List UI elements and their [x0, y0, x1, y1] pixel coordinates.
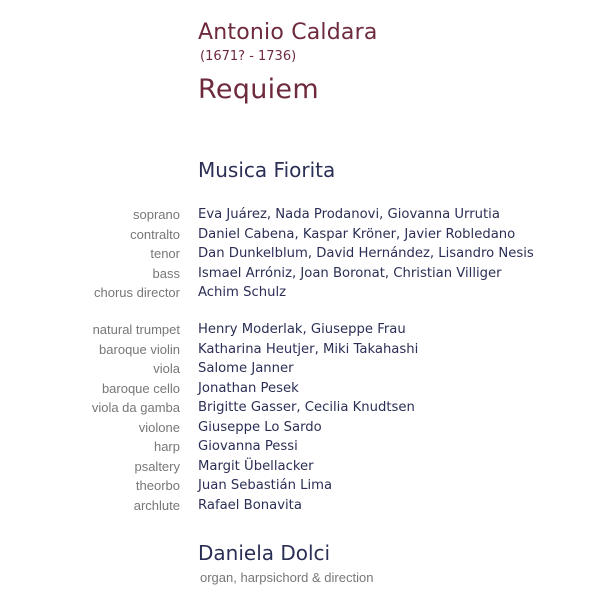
performer-names: Brigitte Gasser, Cecilia Knudtsen — [198, 400, 415, 415]
role-label: bass — [152, 265, 180, 281]
performer-names: Rafael Bonavita — [198, 497, 302, 513]
performer-names: Margit Übellacker — [198, 458, 314, 474]
role-label: viola da gamba — [91, 400, 180, 415]
performer-names: Juan Sebastián Lima — [198, 478, 333, 493]
role-label: soprano — [133, 207, 180, 222]
work-title: Requiem — [198, 74, 319, 105]
instrumentalist-row — [0, 476, 600, 496]
instrumentalist-row — [0, 359, 600, 379]
performer-names: Eva Juárez, Nada Prodanovi, Giovanna Urrutia — [198, 207, 500, 222]
role-label: theorbo — [135, 478, 180, 493]
performer-names: Achim Schulz — [198, 285, 287, 300]
singers-list — [0, 205, 600, 303]
performer-names: Daniel Cabena, Kaspar Kröner, Javier Robledano — [198, 226, 516, 242]
singer-row — [0, 244, 600, 264]
instrumentalist-row — [0, 496, 600, 516]
singer-row — [0, 264, 600, 284]
composer-dates: (1671? - 1736) — [200, 49, 297, 64]
role-label: violone — [138, 419, 180, 435]
performer-names: Henry Moderlak, Giuseppe Frau — [198, 322, 406, 337]
singer-row — [0, 283, 600, 303]
role-label: viola — [153, 361, 180, 376]
instrumentalist-row — [0, 379, 600, 399]
instrumentalist-row — [0, 437, 600, 457]
performer-names: Giovanna Pessi — [198, 439, 298, 454]
role-label: baroque cello — [101, 380, 180, 396]
role-label: tenor — [150, 246, 180, 261]
performer-names: Ismael Arróniz, Joan Boronat, Christian Villiger — [198, 265, 502, 281]
instrumentalist-row — [0, 398, 600, 418]
singer-row — [0, 225, 600, 245]
performer-names: Katharina Heutjer, Miki Takahashi — [198, 341, 419, 357]
singer-row — [0, 205, 600, 225]
performer-names: Giuseppe Lo Sardo — [198, 419, 322, 435]
role-label: archlute — [133, 497, 180, 513]
role-label: baroque violin — [99, 341, 180, 357]
role-label: contralto — [130, 226, 180, 242]
role-label: natural trumpet — [92, 322, 180, 337]
instrumentalist-row — [0, 457, 600, 477]
instrumentalist-row — [0, 418, 600, 438]
instrumentalist-row — [0, 320, 600, 340]
performer-names: Jonathan Pesek — [198, 380, 299, 396]
role-label: harp — [153, 439, 180, 454]
composer-name: Antonio Caldara — [198, 20, 378, 45]
performer-names: Salome Janner — [198, 361, 294, 376]
director-role: organ, harpsichord & direction — [200, 570, 374, 585]
performer-names: Dan Dunkelblum, David Hernández, Lisandro Nesis — [198, 246, 534, 261]
instrumentalist-row — [0, 340, 600, 360]
instrumentalists-list — [0, 320, 600, 515]
role-label: psaltery — [134, 458, 180, 474]
role-label: chorus director — [94, 285, 180, 300]
ensemble-name: Musica Fiorita — [198, 158, 336, 182]
director-name: Daniela Dolci — [198, 541, 331, 565]
